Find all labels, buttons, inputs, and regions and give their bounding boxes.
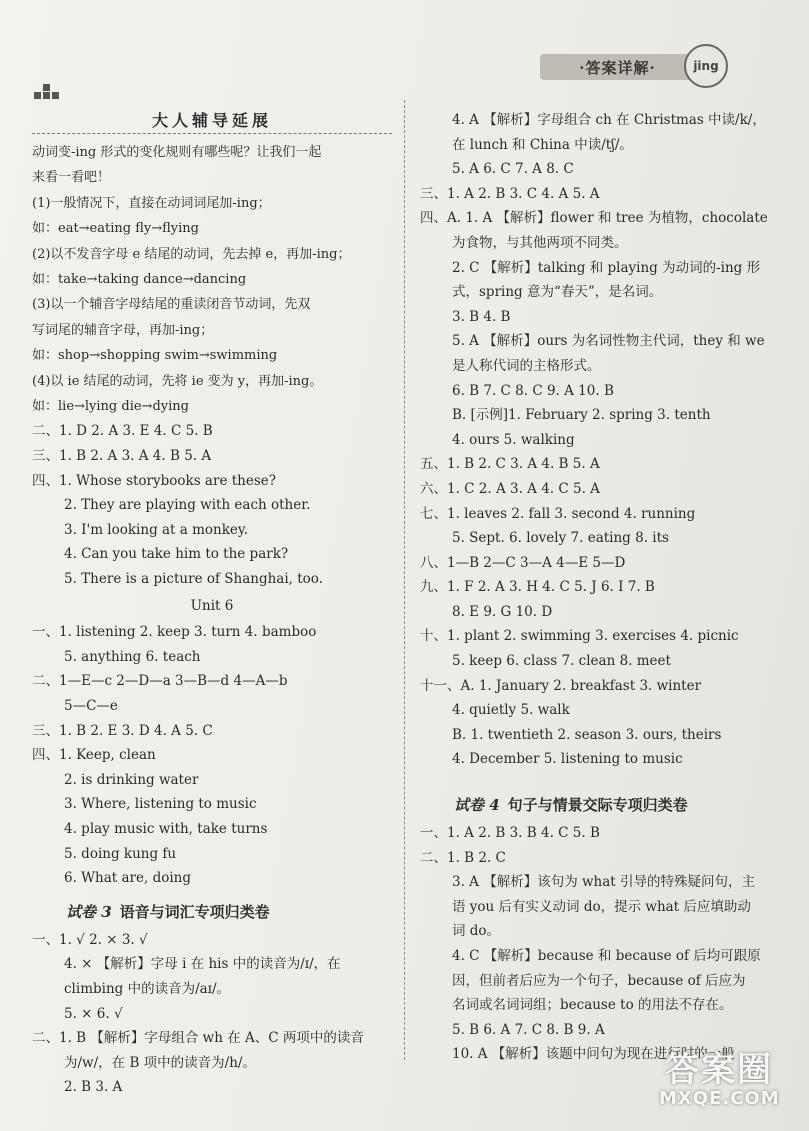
watermark-logo [659, 1051, 779, 1113]
watermark-text: 答案圈 [665, 1050, 773, 1090]
answer-line: 8. E 9. G 10. D [452, 603, 553, 620]
answer-line: 三、1. A 2. B 3. C 4. A 5. A [420, 185, 600, 202]
answer-line: 十一、A. 1. January 2. breakfast 3. winter [420, 677, 702, 694]
answer-line: 4. ours 5. walking [452, 431, 575, 448]
answer-line: 5. doing kung fu [64, 845, 177, 862]
answer-line: (3)以一个辅音字母结尾的重读闭音节动词，先双 [32, 297, 311, 313]
answer-line: 10. A 【解析】该题中问句为现在进行时的一般 [452, 1046, 735, 1063]
answer-line: 5. anything 6. teach [64, 648, 201, 665]
answer-line: (2)以不发音字母 e 结尾的动词，先去掉 e，再加-ing； [32, 246, 351, 262]
answer-line: 二、1. B 【解析】字母组合 wh 在 A、C 两项中的读音 [32, 1030, 364, 1047]
answer-line: 式，spring 意为“春天”，是名词。 [452, 284, 663, 301]
answer-line: 二、1—E—c 2—D—a 3—B—d 4—A—b [32, 673, 288, 690]
answer-line: 五、1. B 2. C 3. A 4. B 5. A [420, 456, 600, 473]
answer-line: 4. play music with, take turns [64, 820, 268, 837]
answer-line: B. 1. twentieth 2. season 3. ours, theirs [452, 726, 722, 743]
watermark-url: MXQE.COM [659, 1088, 780, 1109]
answer-line: 二、1. D 2. A 3. E 4. C 5. B [32, 423, 213, 440]
answer-line: 为食物，与其他两项不同类。 [452, 234, 628, 251]
answer-line: 3. A 【解析】该句为 what 引导的特殊疑问句，主 [452, 874, 756, 891]
answer-line: 写词尾的辅音字母，再加-ing； [32, 322, 214, 338]
unit-title: Unit 6 [190, 597, 234, 614]
answer-line: 三、1. B 2. E 3. D 4. A 5. C [32, 722, 213, 739]
answer-line: 一、1. √ 2. × 3. √ [32, 931, 148, 948]
answer-line: 4. A 【解析】字母组合 ch 在 Christmas 中读/k/， [452, 112, 766, 128]
answer-line: 4. Can you take him to the park? [64, 546, 289, 563]
answer-line: (1)一般情况下，直接在动词词尾加-ing； [32, 195, 271, 211]
publisher-logo-icon: jing [684, 44, 728, 88]
answers-paper4 [420, 821, 780, 1067]
column-divider [404, 100, 405, 1060]
tutoring-box [32, 108, 392, 419]
answer-line: 2. B 3. A [64, 1079, 123, 1096]
answer-line: 5—C—e [64, 698, 118, 714]
answer-line: 九、1. F 2. A 3. H 4. C 5. J 6. I 7. B [420, 579, 655, 596]
answer-line: 是人称代词的主格形式。 [452, 357, 601, 374]
answer-line: 八、1—B 2—C 3—A 4—E 5—D [420, 554, 626, 571]
header-tab: ·答案详解· [540, 54, 695, 80]
answer-line: 5. There is a picture of Shanghai, too. [64, 571, 323, 588]
answer-line: 5. B 6. A 7. C 8. B 9. A [452, 1021, 605, 1038]
answer-line: climbing 中的读音为/aɪ/。 [64, 980, 231, 997]
right-column [420, 108, 780, 1067]
tutoring-box-title: 大人辅导延展 [32, 108, 392, 134]
answer-line: 名词或名词词组；because to 的用法不存在。 [452, 997, 733, 1014]
answer-line: 4. quietly 5. walk [452, 702, 570, 719]
left-column [32, 108, 392, 1100]
section-paper-label: 试卷 4 [454, 796, 500, 815]
answer-line: (4)以 ie 结尾的动词，先将 ie 变为 y，再加-ing。 [32, 373, 323, 389]
answers-unit5 [32, 419, 392, 591]
answer-line: 如：eat→eating fly→flying [32, 221, 199, 237]
answer-line: 如：lie→lying die→dying [32, 399, 189, 415]
answers-paper3-continued [420, 108, 780, 772]
answers-paper3 [32, 928, 392, 1100]
answer-line: 三、1. B 2. A 3. A 4. B 5. A [32, 448, 212, 465]
answer-line: 语 you 后有实义动词 do，提示 what 后应填助动 [452, 898, 751, 915]
answer-line: 6. What are, doing [64, 870, 192, 887]
answer-line: 5. Sept. 6. lovely 7. eating 8. its [452, 530, 669, 547]
answer-line: 4. × 【解析】字母 i 在 his 中的读音为/ɪ/，在 [64, 956, 341, 973]
answer-line: 四、1. Keep, clean [32, 747, 156, 764]
answer-line: 5. keep 6. class 7. clean 8. meet [452, 653, 671, 670]
answer-line: 动词变-ing 形式的变化规则有哪些呢？让我们一起 [32, 145, 322, 160]
section-subtitle: 语音与词汇专项归类卷 [119, 902, 270, 921]
answer-line: 十、1. plant 2. swimming 3. exercises 4. picnic [420, 628, 739, 645]
answer-line: 来看一看吧！ [32, 170, 111, 186]
answer-line: 3. Where, listening to music [64, 796, 257, 813]
section-heading-4 [420, 794, 780, 815]
tutoring-box-body [32, 140, 392, 419]
answer-line: 4. C 【解析】because 和 because of 后均可跟原 [452, 948, 761, 964]
answer-line: 2. They are playing with each other. [64, 497, 311, 514]
section-subtitle: 句子与情景交际专项归类卷 [507, 796, 688, 815]
section-paper-label: 试卷 3 [66, 902, 112, 921]
answer-line: 如：take→taking dance→dancing [32, 272, 247, 288]
answer-line: 词 do。 [452, 923, 501, 940]
answer-line: 二、1. B 2. C [420, 849, 506, 866]
answer-line: 5. × 6. √ [64, 1005, 123, 1022]
answer-line: 5. A 6. C 7. A 8. C [452, 161, 574, 178]
answer-line: 6. B 7. C 8. C 9. A 10. B [452, 382, 614, 399]
answer-line: 四、1. Whose storybooks are these? [32, 472, 276, 489]
answer-line: 2. C 【解析】talking 和 playing 为动词的-ing 形 [452, 259, 761, 276]
answer-line: 在 lunch 和 China 中读/tʃ/。 [452, 136, 633, 153]
answer-line: 如：shop→shopping swim→swimming [32, 348, 278, 364]
answer-line: 4. December 5. listening to music [452, 751, 683, 768]
section-heading-3 [32, 901, 392, 922]
answers-unit6 [32, 620, 392, 891]
answer-line: 一、1. listening 2. keep 3. turn 4. bamboo [32, 624, 317, 641]
answer-line: 3. I'm looking at a monkey. [64, 521, 249, 538]
answer-line: 3. B 4. B [452, 308, 511, 325]
answer-line: 5. A 【解析】ours 为名词性物主代词，they 和 we [452, 333, 765, 350]
answer-line: 2. is drinking water [64, 771, 199, 788]
answer-line: 六、1. C 2. A 3. A 4. C 5. A [420, 480, 600, 497]
answer-line: B. [示例]1. February 2. spring 3. tenth [452, 407, 711, 424]
answer-line: 七、1. leaves 2. fall 3. second 4. running [420, 505, 696, 522]
answer-line: 四、A. 1. A 【解析】flower 和 tree 为植物，chocolate [420, 210, 768, 227]
answer-line: 因，但前者后应为一个句子，because of 后应为 [452, 972, 746, 989]
answer-line: 一、1. A 2. B 3. B 4. C 5. B [420, 825, 600, 842]
answer-line: 为/w/，在 B 项中的读音为/h/。 [64, 1054, 256, 1071]
